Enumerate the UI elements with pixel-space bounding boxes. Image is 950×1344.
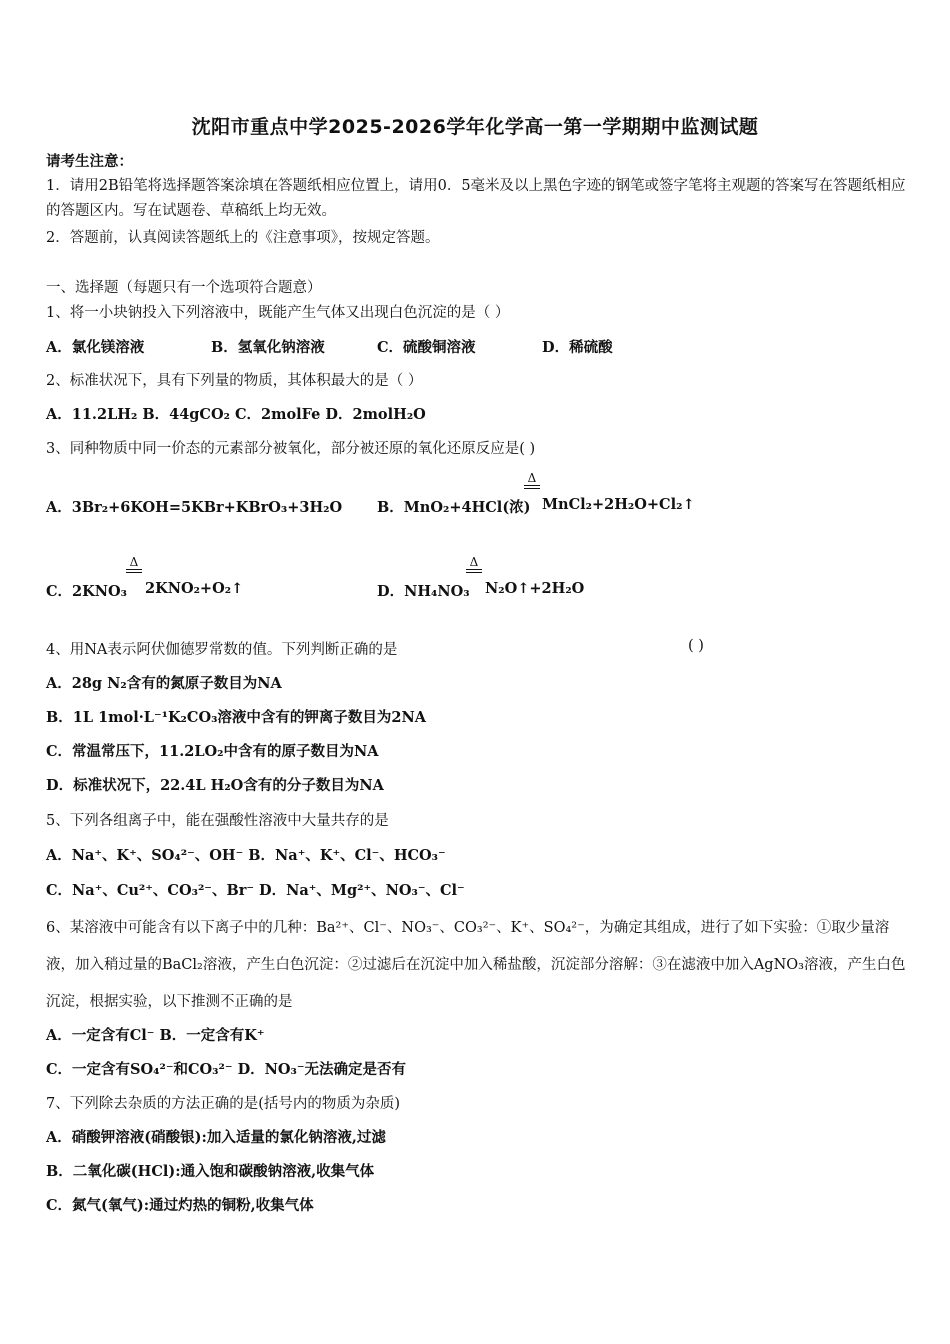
delta-label: Δ (527, 471, 537, 485)
q7-option-b: B．二氧化碳(HCl):通入饱和碳酸钠溶液,收集气体 (46, 1163, 375, 1180)
delta-label: Δ (469, 555, 479, 569)
q6-options-ab: A．一定含有Cl⁻ B．一定含有K⁺ (46, 1027, 265, 1044)
q4-option-a: A．28g N₂含有的氮原子数目为NA (46, 675, 282, 692)
section-heading: 一、选择题（每题只有一个选项符合题意） (46, 280, 322, 296)
q3-option-c-products: 2KNO₂+O₂↑ (145, 580, 244, 597)
page-title: 沈阳市重点中学2025-2026学年化学高一第一学期期中监测试题 (191, 116, 759, 138)
q6-options-cd: C．一定含有SO₄²⁻和CO₃²⁻ D．NO₃⁻无法确定是否有 (46, 1061, 407, 1078)
q3-option-b-products: MnCl₂+2H₂O+Cl₂↑ (542, 496, 695, 513)
reaction-equals-sign (466, 569, 482, 573)
q7-option-a: A．硝酸钾溶液(硝酸银):加入适量的氯化钠溶液,过滤 (46, 1129, 386, 1146)
notice-heading: 请考生注意： (46, 153, 133, 170)
q1-option-d: D．稀硫酸 (542, 339, 613, 356)
q7-option-c: C．氮气(氧气):通过灼热的铜粉,收集气体 (46, 1197, 314, 1214)
q7-stem: 7、下列除去杂质的方法正确的是(括号内的物质为杂质) (46, 1096, 401, 1112)
q5-options-cd: C．Na⁺、Cu²⁺、CO₃²⁻、Br⁻ D．Na⁺、Mg²⁺、NO₃⁻、Cl⁻ (46, 882, 465, 899)
q4-answer-paren: ( ) (688, 638, 704, 654)
notice-item-2: 2．答题前，认真阅读答题纸上的《注意事项》，按规定答题。 (46, 230, 440, 246)
q6-stem: 6、某溶液中可能含有以下离子中的几种：Ba²⁺、Cl⁻、NO₃⁻、CO₃²⁻、K⁺、SO₄²⁻，为确定其组成，进行了如下实验：①取少量溶液，加入稍过量的BaCl₂溶液，产生白色沉淀：②过滤后在沉淀中加入稀盐酸，沉淀部分溶解：③在滤液中加入AgNO₃溶液，产生白色沉淀，根据实验，以下推测不正确的是 (46, 920, 906, 1010)
q3-option-c-reactants: C．2KNO₃ (46, 583, 127, 600)
q1-stem: 1、将一小块钠投入下列溶液中，既能产生气体又出现白色沉淀的是（ ） (46, 305, 510, 321)
heat-delta-symbol (466, 556, 482, 573)
reaction-equals-sign (524, 485, 540, 489)
reaction-equals-sign (126, 569, 142, 573)
q3-option-a: A．3Br₂+6KOH=5KBr+KBrO₃+3H₂O (46, 499, 343, 516)
q2-options: A．11.2LH₂ B．44gCO₂ C．2molFe D．2molH₂O (46, 406, 426, 423)
q3-option-d-products: N₂O↑+2H₂O (485, 580, 585, 597)
q4-option-b: B．1L 1mol·L⁻¹K₂CO₃溶液中含有的钾离子数目为2NA (46, 709, 427, 726)
q4-option-d: D．标准状况下，22.4L H₂O含有的分子数目为NA (46, 777, 384, 794)
q1-option-b: B．氢氧化钠溶液 (211, 339, 325, 356)
q3-option-d-reactants: D．NH₄NO₃ (377, 583, 470, 600)
q1-option-a: A．氯化镁溶液 (46, 339, 145, 356)
q3-option-b-reactants: B．MnO₂+4HCl(浓) (377, 499, 531, 516)
delta-label: Δ (129, 555, 139, 569)
q5-stem: 5、下列各组离子中，能在强酸性溶液中大量共存的是 (46, 813, 389, 829)
notice-item-1: 1．请用2B铅笔将选择题答案涂填在答题纸相应位置上，请用0．5毫米及以上黑色字迹的钢笔或签字笔将主观题的答案写在答题纸相应的答题区内。写在试题卷、草稿纸上均无效。 (46, 178, 906, 219)
q3-stem: 3、同种物质中同一价态的元素部分被氧化，部分被还原的氧化还原反应是( ) (46, 441, 536, 457)
q4-option-c: C．常温常压下，11.2LO₂中含有的原子数目为NA (46, 743, 379, 760)
heat-delta-symbol (126, 556, 142, 573)
q5-options-ab: A．Na⁺、K⁺、SO₄²⁻、OH⁻ B．Na⁺、K⁺、Cl⁻、HCO₃⁻ (46, 847, 446, 864)
q4-stem: 4、用NA表示阿伏伽德罗常数的值。下列判断正确的是 (46, 642, 398, 658)
q1-option-c: C．硫酸铜溶液 (377, 339, 476, 356)
heat-delta-symbol (524, 472, 540, 489)
q2-stem: 2、标准状况下，具有下列量的物质，其体积最大的是（ ） (46, 373, 423, 389)
